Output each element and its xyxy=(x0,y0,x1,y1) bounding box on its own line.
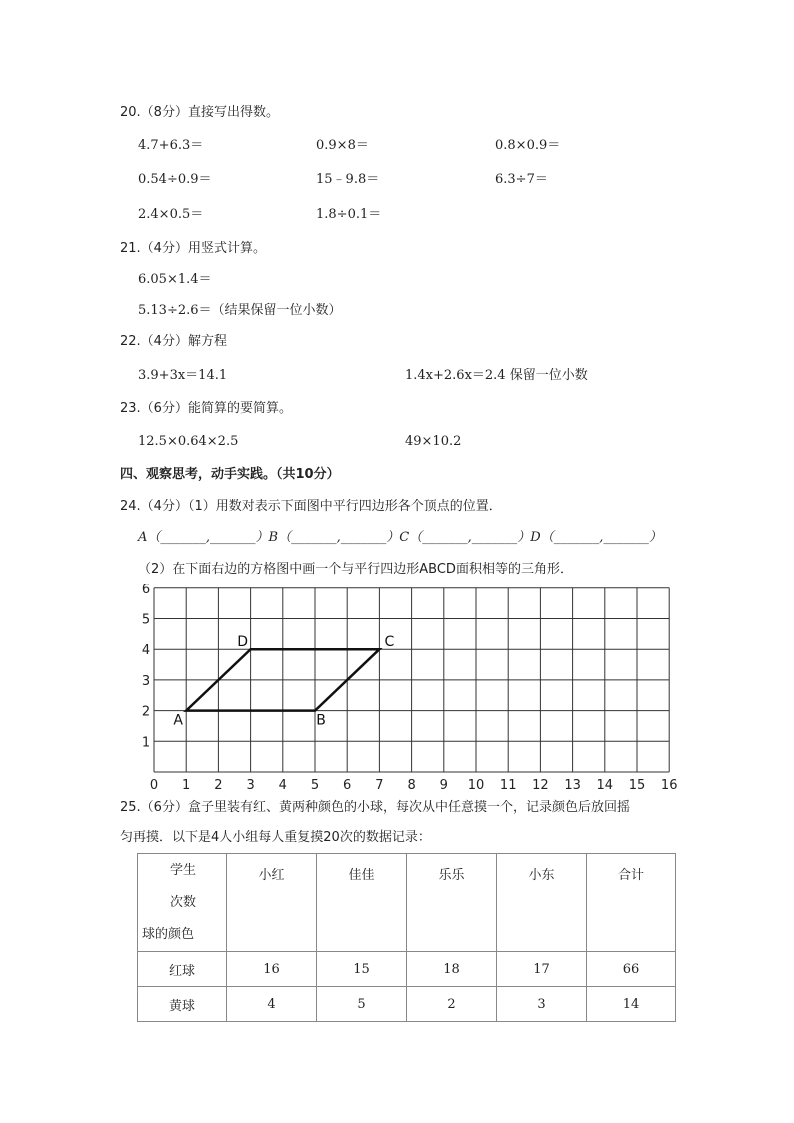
ball-record-table xyxy=(137,853,676,1022)
x-tick-label: 10 xyxy=(467,778,485,793)
cell: 16 xyxy=(227,952,317,987)
cell: 15 xyxy=(317,952,407,987)
x-tick-label: 3 xyxy=(246,778,255,793)
diag-label-color: 球的颜色 xyxy=(142,926,195,942)
x-tick-label: 11 xyxy=(499,778,517,793)
cell: 3 xyxy=(497,987,587,1022)
q21-header: 21.（4分）用竖式计算。 xyxy=(120,241,266,256)
vertex-label: C xyxy=(384,634,395,651)
y-tick-label: 1 xyxy=(141,735,151,751)
q21-item-1: 6.05×1.4＝ xyxy=(138,272,212,287)
q20-item-2: 0.9×8＝ xyxy=(316,138,369,153)
x-tick-label: 15 xyxy=(628,778,646,793)
q20-item-7: 2.4×0.5＝ xyxy=(138,207,204,222)
q25-header-line2: 匀再摸．以下是4人小组每人重复摸20次的数据记录： xyxy=(120,830,431,845)
q22-item-1: 3.9+3x＝14.1 xyxy=(138,368,228,383)
q24-coordinate-blanks: A（_______,_______）B（_______,_______）C（_______,_______）D（_______,_______） xyxy=(138,530,662,545)
diag-label-student: 学生 xyxy=(170,862,197,878)
x-tick-label: 16 xyxy=(660,778,678,793)
y-tick-label: 2 xyxy=(141,704,151,720)
row-label: 黄球 xyxy=(138,987,227,1022)
x-tick-label: 2 xyxy=(214,778,223,793)
cell: 2 xyxy=(407,987,497,1022)
q22-header: 22.（4分）解方程 xyxy=(120,334,227,349)
q23-item-1: 12.5×0.64×2.5 xyxy=(138,434,239,449)
x-tick-label: 7 xyxy=(375,778,384,793)
section-4-title: 四、观察思考，动手实践。（共10分） xyxy=(120,467,340,482)
q20-item-4: 0.54÷0.9＝ xyxy=(138,172,212,187)
vertex-label: B xyxy=(316,712,326,729)
table-row xyxy=(138,987,676,1022)
x-tick-label: 13 xyxy=(564,778,581,793)
table-diag-header xyxy=(138,854,227,952)
vertex-label: A xyxy=(173,712,183,729)
vertex-label: D xyxy=(237,634,248,651)
q23-header: 23.（6分）能简算的要简算。 xyxy=(120,401,292,416)
x-tick-label: 12 xyxy=(532,778,549,793)
col-header: 小红 xyxy=(227,854,317,952)
q20-item-5: 15﹣9.8＝ xyxy=(316,172,380,187)
x-tick-label: 6 xyxy=(343,778,352,793)
cell: 14 xyxy=(587,987,676,1022)
q21-item-2: 5.13÷2.6＝（结果保留一位小数） xyxy=(138,303,342,318)
x-tick-label: 8 xyxy=(407,778,416,793)
q20-item-6: 6.3÷7＝ xyxy=(495,172,548,187)
q24-header: 24.（4分）（1）用数对表示下面图中平行四边形各个顶点的位置． xyxy=(120,499,502,514)
diag-label-count: 次数 xyxy=(170,894,197,910)
q20-item-3: 0.8×0.9＝ xyxy=(495,138,561,153)
q23-item-2: 49×10.2 xyxy=(405,434,462,449)
y-tick-label: 3 xyxy=(141,673,151,689)
x-tick-label: 1 xyxy=(182,778,191,793)
x-tick-label: 0 xyxy=(149,778,159,793)
q24-part2: （2）在下面右边的方格图中画一个与平行四边形ABCD面积相等的三角形． xyxy=(138,562,573,577)
cell: 4 xyxy=(227,987,317,1022)
col-header: 乐乐 xyxy=(407,854,497,952)
cell: 18 xyxy=(407,952,497,987)
x-tick-label: 14 xyxy=(596,778,614,793)
col-header: 佳佳 xyxy=(317,854,407,952)
coordinate-grid xyxy=(134,584,694,794)
y-tick-label: 6 xyxy=(141,584,151,597)
q25-header-line1: 25.（6分）盒子里装有红、黄两种颜色的小球，每次从中任意摸一个，记录颜色后放回摇 xyxy=(120,800,630,815)
x-tick-label: 4 xyxy=(278,778,287,793)
x-tick-label: 9 xyxy=(439,778,448,793)
q20-item-1: 4.7+6.3＝ xyxy=(138,138,204,153)
y-tick-label: 5 xyxy=(141,612,151,628)
x-tick-label: 5 xyxy=(310,778,320,793)
cell: 66 xyxy=(587,952,676,987)
col-header: 合计 xyxy=(587,854,676,952)
table-row xyxy=(138,952,676,987)
q20-item-8: 1.8÷0.1＝ xyxy=(316,207,382,222)
cell: 5 xyxy=(317,987,407,1022)
cell: 17 xyxy=(497,952,587,987)
col-header: 小东 xyxy=(497,854,587,952)
q20-header: 20.（8分）直接写出得数。 xyxy=(120,105,279,120)
y-tick-label: 4 xyxy=(141,643,151,659)
row-label: 红球 xyxy=(138,952,227,987)
q22-item-2: 1.4x+2.6x＝2.4 保留一位小数 xyxy=(405,368,588,383)
